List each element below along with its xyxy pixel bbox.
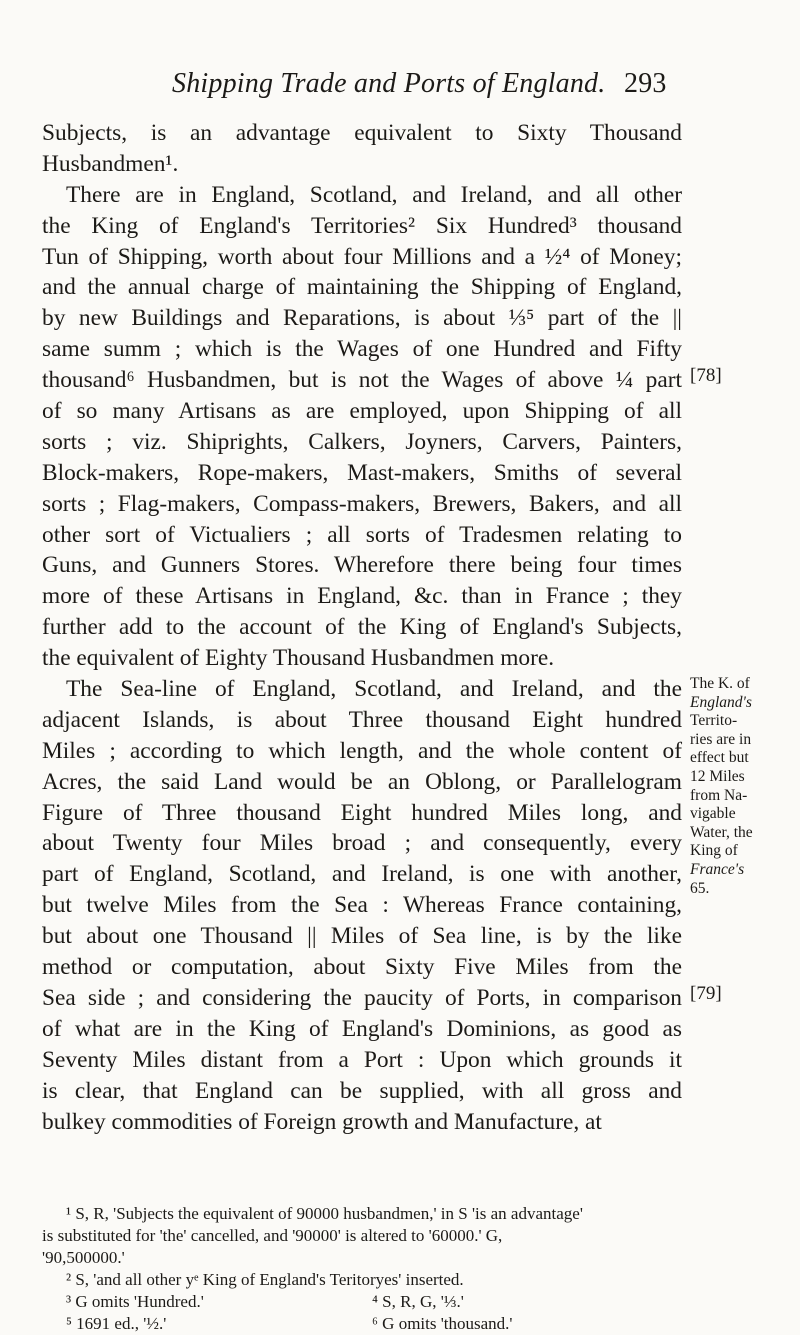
text-line: Subjects, is an advantage equivalent to Sixty Thousand bbox=[42, 120, 682, 146]
text-line: and the annual charge of maintaining the Shipping of England, bbox=[42, 274, 682, 301]
text-line: The Sea-line of England, Scotland, and Ireland, and the bbox=[66, 676, 682, 703]
text-line: same summ ; which is the Wages of one Hundred and Fifty bbox=[42, 336, 682, 363]
text-line: is clear, that England can be supplied, with all gross and bbox=[42, 1077, 682, 1104]
footnote-5: ⁵ 1691 ed., '½.' bbox=[66, 1314, 167, 1333]
text-line: adjacent Islands, is about Three thousand Eight hundred bbox=[42, 706, 682, 733]
text-line: Tun of Shipping, worth about four Millions and a ½⁴ of Money; bbox=[42, 243, 682, 270]
marginal-note-line: vigable bbox=[690, 805, 736, 823]
running-header bbox=[172, 68, 667, 100]
footnotes bbox=[42, 1203, 682, 1335]
marginal-note bbox=[690, 675, 800, 898]
text-line: of so many Artisans as are employed, upon Shipping of all bbox=[42, 398, 682, 425]
marginal-note-line: France's bbox=[690, 860, 745, 878]
marginal-note-line: Water, the bbox=[690, 823, 753, 841]
text-line: more of these Artisans in England, &c. than in France ; they bbox=[42, 583, 682, 610]
text-line: sorts ; viz. Shiprights, Calkers, Joyners, Carvers, Painters, bbox=[42, 428, 682, 455]
footnote-row bbox=[42, 1313, 682, 1335]
text-line: method or computation, about Sixty Five Miles from the bbox=[42, 954, 682, 981]
marginal-note-line: 65. bbox=[690, 879, 710, 897]
marginal-note-line: The K. of bbox=[690, 675, 750, 692]
text-line: about Twenty four Miles broad ; and consequently, every bbox=[42, 830, 682, 857]
marginal-note-line: from Na- bbox=[690, 786, 748, 804]
text-line: Figure of Three thousand Eight hundred Miles long, and bbox=[42, 799, 682, 826]
footnote-line: ² S, 'and all other yᵉ King of England's Teritoryes' inserted. bbox=[66, 1270, 464, 1289]
text-line: There are in England, Scotland, and Ireland, and all other bbox=[66, 181, 682, 208]
text-line: Block-makers, Rope-makers, Mast-makers, Smiths of several bbox=[42, 459, 682, 486]
page-number: 293 bbox=[624, 68, 667, 99]
text-line: thousand⁶ Husbandmen, but is not the Wages of above ¼ part bbox=[42, 367, 682, 394]
text-line: further add to the account of the King of England's Subjects, bbox=[42, 614, 682, 641]
text-line: part of England, Scotland, and Ireland, is one with another, bbox=[42, 861, 682, 888]
footnote-line: ¹ S, R, 'Subjects the equivalent of 90000 husbandmen,' in S 'is an advantage' bbox=[66, 1204, 583, 1223]
text-line: Seventy Miles distant from a Port : Upon which grounds it bbox=[42, 1046, 682, 1073]
footnote-4: ⁴ S, R, G, '⅓.' bbox=[372, 1292, 464, 1311]
text-line: by new Buildings and Reparations, is about ⅓⁵ part of the || bbox=[42, 305, 682, 332]
main-text bbox=[42, 118, 682, 1137]
marginal-note-line: King of bbox=[690, 842, 738, 860]
text-line: bulkey commodities of Foreign growth and Manufacture, at bbox=[42, 1108, 602, 1135]
text-line: other sort of Victualiers ; all sorts of Tradesmen relating to bbox=[42, 521, 682, 548]
text-line: sorts ; Flag-makers, Compass-makers, Brewers, Bakers, and all bbox=[42, 490, 682, 517]
text-line: but twelve Miles from the Sea : Whereas France containing, bbox=[42, 892, 682, 919]
marginal-note-line: England's bbox=[690, 693, 752, 711]
footnote-6: ⁶ G omits 'thousand.' bbox=[372, 1314, 513, 1333]
text-line: Sea side ; and considering the paucity of Ports, in comparison bbox=[42, 984, 682, 1011]
marginal-note-line: effect but bbox=[690, 749, 749, 767]
footnote-row bbox=[42, 1291, 682, 1313]
text-line: Guns, and Gunners Stores. Wherefore there being four times bbox=[42, 552, 682, 579]
text-line: the King of England's Territories² Six Hundred³ thousand bbox=[42, 212, 682, 239]
page-ref-78: [78] bbox=[690, 365, 722, 386]
marginal-note-line: Territo- bbox=[690, 712, 738, 730]
text-line: Husbandmen¹. bbox=[42, 150, 179, 177]
marginal-note-line: ries are in bbox=[690, 730, 752, 748]
text-line: but about one Thousand || Miles of Sea line, is by the like bbox=[42, 923, 682, 950]
text-line: Acres, the said Land would be an Oblong, or Parallelogram bbox=[42, 768, 682, 795]
page-ref-79: [79] bbox=[690, 983, 722, 1004]
text-line: Miles ; according to which length, and the whole content of bbox=[42, 737, 682, 764]
text-line: of what are in the King of England's Dominions, as good as bbox=[42, 1015, 682, 1042]
running-title: Shipping Trade and Ports of England. bbox=[172, 68, 606, 99]
footnote-line: is substituted for 'the' cancelled, and '90000' is altered to '60000.' G, bbox=[42, 1226, 503, 1245]
text-line: the equivalent of Eighty Thousand Husbandmen more. bbox=[42, 645, 555, 672]
footnote-line: '90,500000.' bbox=[42, 1248, 125, 1267]
marginal-note-line: 12 Miles bbox=[690, 767, 745, 785]
footnote-3: ³ G omits 'Hundred.' bbox=[66, 1292, 204, 1311]
